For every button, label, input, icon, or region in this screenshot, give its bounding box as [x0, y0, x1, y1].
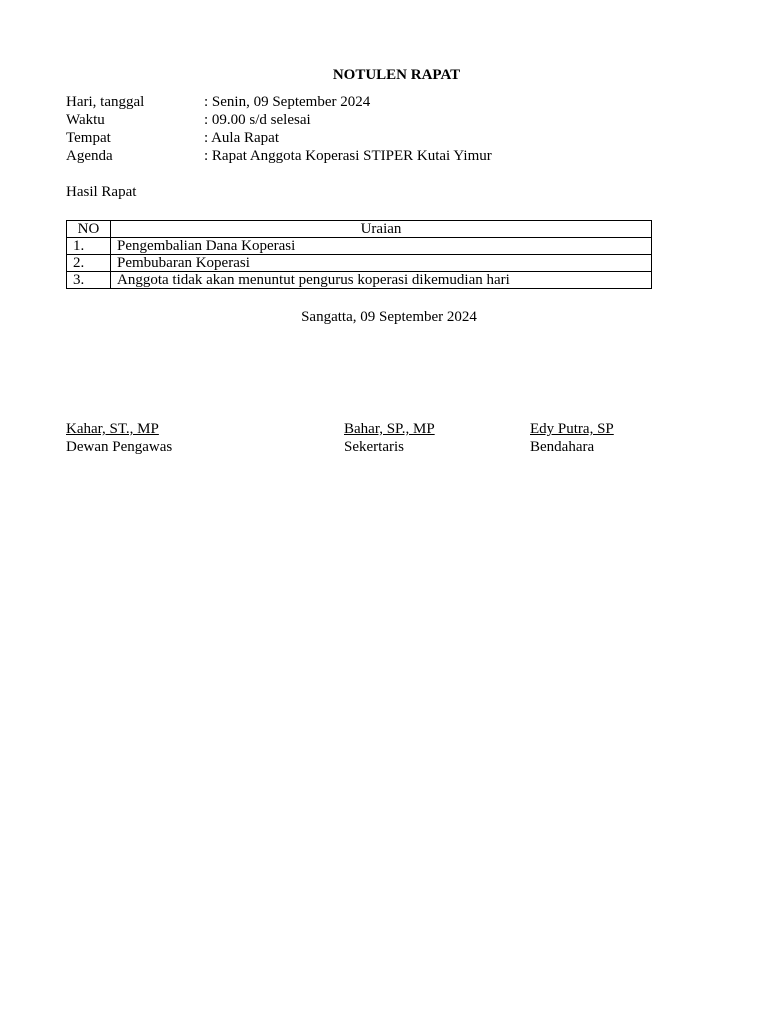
row-no: 3.: [67, 272, 111, 289]
row-no: 1.: [67, 238, 111, 255]
header-no: NO: [67, 221, 111, 238]
info-row-date: [66, 93, 492, 111]
signatory-name: Bahar, SP., MP: [344, 421, 435, 437]
meeting-info: [66, 93, 492, 165]
table-header-row: [67, 221, 652, 238]
header-uraian: Uraian: [111, 221, 652, 238]
signatory-bendahara: [530, 420, 614, 456]
info-value: : Senin, 09 September 2024: [204, 94, 371, 110]
signatory-sekertaris: [344, 420, 435, 456]
signatory-role: Bendahara: [530, 439, 595, 455]
signatory-name: Edy Putra, SP: [530, 421, 614, 437]
signatory-role: Dewan Pengawas: [66, 439, 173, 455]
info-value: : Rapat Anggota Koperasi STIPER Kutai Yimur: [204, 148, 492, 164]
info-row-agenda: [66, 147, 492, 165]
place-date: Sangatta, 09 September 2024: [301, 309, 477, 325]
row-uraian: Pembubaran Koperasi: [111, 255, 652, 272]
info-label: Hari, tanggal: [66, 94, 145, 110]
table-row: [67, 238, 652, 255]
info-value: : Aula Rapat: [204, 130, 279, 146]
info-row-time: [66, 111, 492, 129]
info-value: : 09.00 s/d selesai: [204, 112, 311, 128]
results-table: [66, 220, 652, 289]
hasil-heading: Hasil Rapat: [66, 184, 137, 200]
signatory-role: Sekertaris: [344, 439, 404, 455]
table-row: [67, 272, 652, 289]
row-uraian: Anggota tidak akan menuntut pengurus koperasi dikemudian hari: [111, 272, 652, 289]
signatory-name: Kahar, ST., MP: [66, 421, 159, 437]
info-row-place: [66, 129, 492, 147]
info-label: Agenda: [66, 148, 113, 164]
row-no: 2.: [67, 255, 111, 272]
table-row: [67, 255, 652, 272]
document-title: NOTULEN RAPAT: [332, 67, 461, 83]
row-uraian: Pengembalian Dana Koperasi: [111, 238, 652, 255]
info-label: Waktu: [66, 112, 105, 128]
info-label: Tempat: [66, 130, 111, 146]
signatory-dewan-pengawas: [66, 420, 172, 456]
